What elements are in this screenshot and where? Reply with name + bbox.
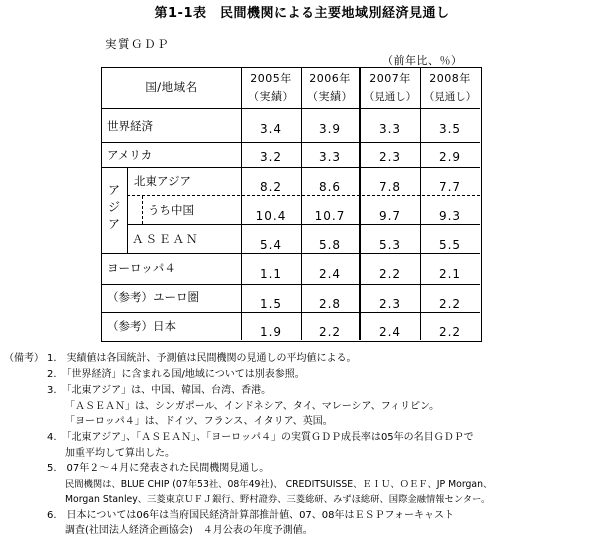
note-line: Morgan Stanley、三菱東京ＵＦＪ銀行、野村證券、三菱総研、みずほ総研、国際金融情報センター。 bbox=[65, 494, 491, 505]
page-title: 第1-1表 民間機関による主要地域別経済見通し bbox=[154, 6, 450, 21]
gdp-table: 国/地域名 2005年 （実績） 2006年 （実績） 2007年 （見通し） 2008年 （見通し） アジア 世界経済 3.4 3.9 3.3 3.5 アメリカ 3.2 3.3 2.3 2.9 北東アジア 8.2 8.6 7.8 7.7 うち中国 10.4 10.7 9.7 9.3 ＡＳＥＡＮ 5.4 5.8 5.3 5.5 ヨーロッパ４ 1.1 2.4 2.2 2.1 （参考）ユーロ圏 1.5 2.8 2.3 2.2 （参考）日本 1.9 2.2 2.4 2.2 bbox=[101, 67, 482, 342]
asia-group-label: アジア bbox=[108, 183, 121, 231]
note-line: 加重平均して算出した。 bbox=[65, 448, 175, 459]
note-line: 3. 「北東アジア」は、中国、韓国、台湾、香港。 bbox=[47, 385, 272, 396]
note-line: 5. 07年２～４月に発表された民間機関見通し。 bbox=[47, 463, 270, 474]
note-line: 民間機関は、BLUE CHIP (07年53社、08年49社)、 CREDITSUISSE、ＥＩＵ、ＯＥＦ、JP Morgan、 bbox=[65, 479, 493, 490]
note-line: 4. 「北東アジア」、「ＡＳＥＡＮ」、「ヨーロッパ４」の実質ＧＤＰ成長率は05年の名目ＧＤＰで bbox=[47, 432, 474, 443]
region-header: 国/地域名 bbox=[145, 80, 198, 94]
notes-heading: （備考） bbox=[4, 353, 44, 364]
note-line: 「ヨーロッパ４」は、ドイツ、フランス、イタリア、英国。 bbox=[65, 416, 333, 427]
note-line: 6. 日本については06年は当府国民経済計算部推計値、07、08年はＥＳＰフォーキャスト bbox=[47, 510, 455, 521]
unit-label: （前年比、％） bbox=[382, 54, 463, 67]
note-line: 「ＡＳＥＡＮ」は、シンガポール、インドネシア、タイ、マレーシア、フィリピン。 bbox=[65, 401, 440, 412]
note-line: 2. 「世界経済」に含まれる国/地域については別表参照。 bbox=[47, 369, 305, 380]
note-line: 1. 実績値は各国統計、予測値は民間機関の見通しの平均値による。 bbox=[47, 353, 357, 364]
note-line: 調査(社団法人経済企画協会) ４月公表の年度予測値。 bbox=[65, 525, 313, 536]
table-subtitle: 実質ＧＤＰ bbox=[105, 37, 170, 51]
